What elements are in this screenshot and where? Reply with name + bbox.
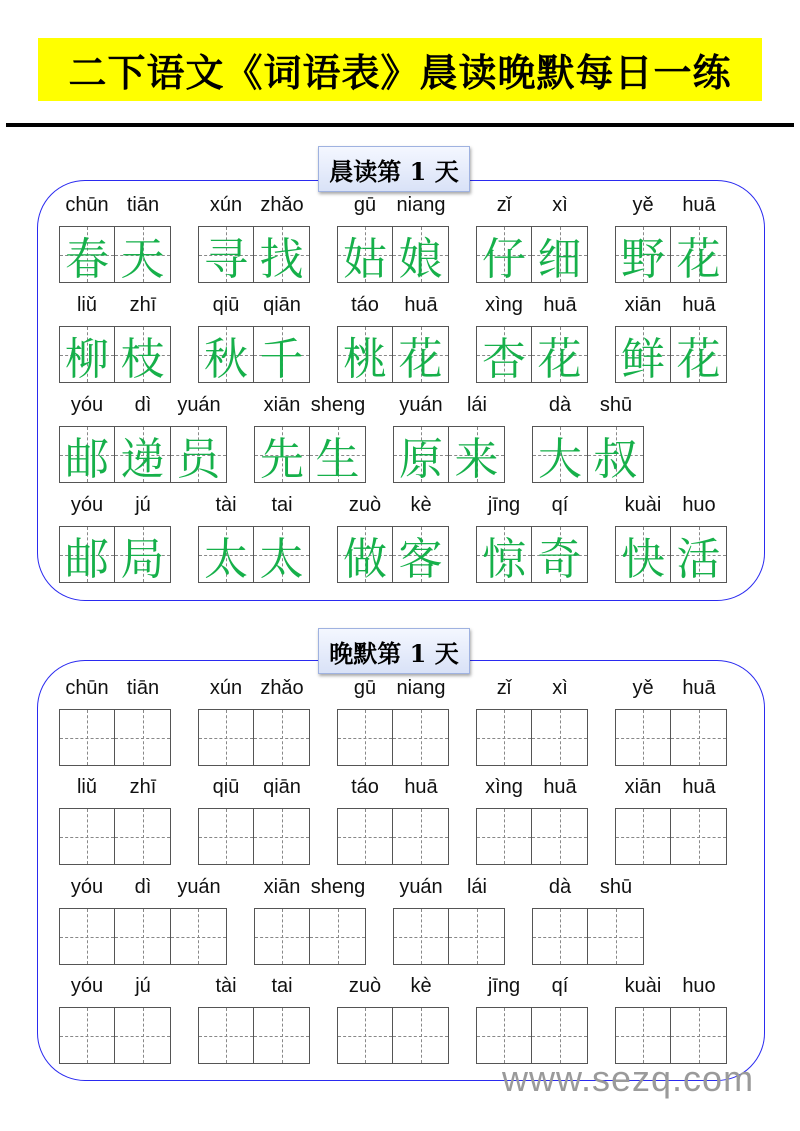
tianzige-cell: [533, 427, 588, 485]
title-divider: [6, 123, 794, 127]
tianzige-cell: [671, 527, 726, 585]
writing-cell[interactable]: [616, 710, 671, 765]
hanzi-character: 活: [676, 533, 721, 585]
tianzige-cell: [393, 527, 448, 585]
writing-cell[interactable]: [533, 909, 588, 964]
evening-pinyin: xiān: [624, 776, 662, 798]
morning-pinyin: gū: [353, 194, 377, 216]
morning-pinyin: xìng: [485, 294, 523, 316]
evening-pinyin: tai: [271, 975, 293, 997]
evening-pinyin: zhǎo: [260, 677, 304, 699]
tianzige-cell: [254, 527, 309, 585]
morning-pinyin: zhǎo: [260, 194, 304, 216]
morning-pinyin: huā: [682, 294, 716, 316]
tianzige-cell: [254, 327, 309, 385]
morning-pinyin: zuò: [348, 494, 382, 516]
morning-pinyin: tài: [215, 494, 237, 516]
tianzige-cell: [310, 427, 365, 485]
hanzi-character: 太: [204, 533, 248, 585]
morning-pinyin: yóu: [70, 494, 104, 516]
writing-cell[interactable]: [115, 710, 170, 765]
hanzi-character: 生: [315, 433, 360, 485]
character-grid: [337, 526, 449, 583]
evening-pinyin: huā: [682, 776, 716, 798]
morning-pinyin: niang: [396, 194, 446, 216]
hanzi-character: 花: [398, 333, 443, 385]
morning-pinyin: huo: [682, 494, 716, 516]
hanzi-character: 花: [537, 333, 582, 385]
hanzi-character: 枝: [120, 333, 165, 385]
character-grid: [476, 526, 588, 583]
evening-pinyin: qiū: [212, 776, 240, 798]
writing-cell[interactable]: [115, 909, 170, 964]
tianzige-cell: [60, 527, 115, 585]
morning-pinyin: yuán: [177, 394, 221, 416]
tianzige-cell: [588, 427, 643, 485]
writing-cell[interactable]: [671, 809, 726, 864]
evening-pinyin: dà: [548, 876, 572, 898]
morning-pinyin: chūn: [65, 194, 109, 216]
tianzige-cell: [338, 527, 393, 585]
tianzige-cell: [477, 527, 532, 585]
evening-pinyin: kè: [410, 975, 432, 997]
writing-cell[interactable]: [394, 909, 449, 964]
writing-cell[interactable]: [310, 909, 365, 964]
writing-cell[interactable]: [115, 809, 170, 864]
evening-pinyin: huā: [404, 776, 438, 798]
writing-cell[interactable]: [532, 1008, 587, 1063]
character-grid: [198, 526, 310, 583]
morning-pinyin: xiān: [263, 394, 301, 416]
hanzi-character: 找: [259, 233, 304, 285]
tianzige-cell: [532, 327, 587, 385]
writing-grid[interactable]: [337, 709, 449, 766]
writing-grid[interactable]: [615, 1007, 727, 1064]
writing-grid[interactable]: [337, 1007, 449, 1064]
hanzi-character: 先: [260, 433, 304, 485]
tianzige-cell: [616, 327, 671, 385]
evening-pinyin: xún: [209, 677, 243, 699]
hanzi-character: 娘: [398, 233, 443, 285]
evening-pinyin: kuài: [624, 975, 662, 997]
hanzi-character: 员: [176, 433, 221, 485]
tianzige-cell: [671, 227, 726, 285]
character-grid: [532, 426, 644, 483]
page-title: 二下语文《词语表》晨读晚默每日一练: [38, 38, 762, 101]
tianzige-cell: [477, 227, 532, 285]
hanzi-character: 花: [676, 233, 721, 285]
morning-pinyin: qiū: [212, 294, 240, 316]
tianzige-cell: [338, 227, 393, 285]
writing-cell[interactable]: [254, 1008, 309, 1063]
tianzige-cell: [171, 427, 226, 485]
morning-pinyin: xì: [552, 194, 568, 216]
hanzi-character: 客: [398, 533, 443, 585]
writing-cell[interactable]: [115, 1008, 170, 1063]
writing-cell[interactable]: [171, 909, 226, 964]
evening-pinyin: huo: [682, 975, 716, 997]
hanzi-character: 细: [537, 233, 582, 285]
character-grid: [337, 226, 449, 283]
writing-cell[interactable]: [60, 1008, 115, 1063]
writing-grid[interactable]: [337, 808, 449, 865]
writing-grid[interactable]: [59, 709, 171, 766]
morning-pinyin: qí: [551, 494, 569, 516]
morning-pinyin: zhī: [129, 294, 157, 316]
writing-cell[interactable]: [449, 909, 504, 964]
tianzige-cell: [199, 527, 254, 585]
hanzi-character: 太: [259, 533, 304, 585]
morning-pinyin: qiān: [263, 294, 301, 316]
morning-pinyin: yóu: [70, 394, 104, 416]
writing-cell[interactable]: [616, 1008, 671, 1063]
evening-pinyin: huā: [543, 776, 577, 798]
hanzi-character: 邮: [65, 533, 109, 585]
morning-pinyin: kè: [410, 494, 432, 516]
evening-pinyin: qí: [551, 975, 569, 997]
character-grid: [254, 426, 366, 483]
morning-pinyin: táo: [351, 294, 379, 316]
evening-pinyin: huā: [682, 677, 716, 699]
watermark: www.sezq.com: [502, 1058, 755, 1099]
evening-pinyin: shū: [599, 876, 633, 898]
writing-grid[interactable]: [615, 808, 727, 865]
tianzige-cell: [616, 227, 671, 285]
morning-pinyin: jú: [135, 494, 151, 516]
writing-cell[interactable]: [532, 809, 587, 864]
tianzige-cell: [115, 427, 170, 485]
character-grid: [615, 326, 727, 383]
evening-pinyin: sheng: [310, 876, 366, 898]
evening-dictation-label: 晚默第 1 天: [318, 628, 470, 674]
hanzi-character: 春: [65, 233, 109, 285]
writing-cell[interactable]: [393, 710, 448, 765]
hanzi-character: 秋: [204, 333, 248, 385]
writing-grid[interactable]: [198, 709, 310, 766]
evening-pinyin: liǔ: [76, 776, 97, 798]
tianzige-cell: [115, 527, 170, 585]
writing-cell[interactable]: [671, 1008, 726, 1063]
writing-grid[interactable]: [59, 808, 171, 865]
writing-grid[interactable]: [59, 1007, 171, 1064]
character-grid: [615, 226, 727, 283]
hanzi-character: 寻: [204, 233, 248, 285]
hanzi-character: 局: [120, 533, 165, 585]
morning-pinyin: xún: [209, 194, 243, 216]
evening-pinyin: tài: [215, 975, 237, 997]
tianzige-cell: [393, 327, 448, 385]
evening-pinyin: zhī: [129, 776, 157, 798]
hanzi-character: 惊: [482, 533, 526, 585]
evening-pinyin: tiān: [126, 677, 160, 699]
tianzige-cell: [60, 327, 115, 385]
writing-grid[interactable]: [476, 709, 588, 766]
evening-pinyin: yóu: [70, 876, 104, 898]
hanzi-character: 快: [621, 533, 665, 585]
character-grid: [198, 326, 310, 383]
morning-pinyin: huā: [404, 294, 438, 316]
character-grid: [59, 326, 171, 383]
evening-pinyin: zuò: [348, 975, 382, 997]
evening-pinyin: yě: [632, 677, 654, 699]
morning-pinyin: tai: [271, 494, 293, 516]
morning-pinyin: huā: [682, 194, 716, 216]
writing-cell[interactable]: [60, 809, 115, 864]
morning-pinyin: tiān: [126, 194, 160, 216]
character-grid: [59, 526, 171, 583]
hanzi-character: 花: [676, 333, 721, 385]
writing-grid[interactable]: [254, 908, 366, 965]
evening-pinyin: yuán: [399, 876, 443, 898]
tianzige-cell: [477, 327, 532, 385]
evening-pinyin: gū: [353, 677, 377, 699]
hanzi-character: 递: [120, 433, 165, 485]
morning-pinyin: yuán: [399, 394, 443, 416]
character-grid: [59, 226, 171, 283]
hanzi-character: 邮: [65, 433, 110, 485]
writing-cell[interactable]: [338, 1008, 393, 1063]
evening-pinyin: táo: [351, 776, 379, 798]
writing-grid[interactable]: [615, 709, 727, 766]
evening-pinyin: lái: [466, 876, 487, 898]
hanzi-character: 叔: [593, 433, 638, 485]
morning-pinyin: lái: [466, 394, 487, 416]
hanzi-character: 原: [399, 433, 443, 485]
writing-cell[interactable]: [254, 809, 309, 864]
hanzi-character: 野: [621, 233, 665, 285]
morning-pinyin: huā: [543, 294, 577, 316]
writing-grid[interactable]: [476, 808, 588, 865]
character-grid: [476, 326, 588, 383]
morning-pinyin: zǐ: [496, 194, 512, 216]
writing-cell[interactable]: [338, 809, 393, 864]
writing-cell[interactable]: [477, 1008, 532, 1063]
evening-pinyin: chūn: [65, 677, 109, 699]
morning-pinyin: jīng: [487, 494, 521, 516]
evening-pinyin: dì: [134, 876, 152, 898]
hanzi-character: 天: [120, 233, 165, 285]
writing-grid[interactable]: [532, 908, 644, 965]
tianzige-cell: [199, 327, 254, 385]
writing-cell[interactable]: [588, 909, 643, 964]
morning-pinyin: sheng: [310, 394, 366, 416]
morning-pinyin: liǔ: [76, 294, 97, 316]
writing-cell[interactable]: [477, 710, 532, 765]
hanzi-character: 桃: [343, 333, 387, 385]
character-grid: [476, 226, 588, 283]
evening-pinyin: jú: [135, 975, 151, 997]
character-grid: [393, 426, 505, 483]
tianzige-cell: [394, 427, 449, 485]
morning-pinyin: dà: [548, 394, 572, 416]
writing-cell[interactable]: [616, 809, 671, 864]
writing-cell[interactable]: [393, 1008, 448, 1063]
evening-pinyin: zǐ: [496, 677, 512, 699]
morning-pinyin: kuài: [624, 494, 662, 516]
hanzi-character: 奇: [537, 533, 582, 585]
character-grid: [337, 326, 449, 383]
writing-cell[interactable]: [199, 1008, 254, 1063]
writing-cell[interactable]: [199, 710, 254, 765]
character-grid: [615, 526, 727, 583]
tianzige-cell: [254, 227, 309, 285]
evening-pinyin: xiān: [263, 876, 301, 898]
tianzige-cell: [199, 227, 254, 285]
morning-pinyin: shū: [599, 394, 633, 416]
tianzige-cell: [60, 227, 115, 285]
tianzige-cell: [115, 327, 170, 385]
writing-cell[interactable]: [393, 809, 448, 864]
tianzige-cell: [338, 327, 393, 385]
writing-cell[interactable]: [60, 710, 115, 765]
writing-grid[interactable]: [198, 1007, 310, 1064]
evening-pinyin: jīng: [487, 975, 521, 997]
hanzi-character: 千: [259, 333, 304, 385]
writing-cell[interactable]: [254, 710, 309, 765]
hanzi-character: 姑: [343, 233, 387, 285]
writing-cell[interactable]: [60, 909, 115, 964]
evening-pinyin: xìng: [485, 776, 523, 798]
writing-cell[interactable]: [532, 710, 587, 765]
tianzige-cell: [532, 227, 587, 285]
tianzige-cell: [255, 427, 310, 485]
character-grid: [198, 226, 310, 283]
hanzi-character: 鲜: [621, 333, 665, 385]
evening-pinyin: xì: [552, 677, 568, 699]
hanzi-character: 来: [454, 433, 499, 485]
morning-pinyin: yě: [632, 194, 654, 216]
morning-pinyin: xiān: [624, 294, 662, 316]
tianzige-cell: [60, 427, 115, 485]
writing-cell[interactable]: [255, 909, 310, 964]
writing-cell[interactable]: [338, 710, 393, 765]
hanzi-character: 杏: [482, 333, 526, 385]
tianzige-cell: [616, 527, 671, 585]
writing-cell[interactable]: [199, 809, 254, 864]
tianzige-cell: [393, 227, 448, 285]
writing-grid[interactable]: [393, 908, 505, 965]
writing-cell[interactable]: [477, 809, 532, 864]
hanzi-character: 做: [343, 533, 387, 585]
character-grid: [59, 426, 227, 483]
writing-cell[interactable]: [671, 710, 726, 765]
writing-grid[interactable]: [198, 808, 310, 865]
writing-grid[interactable]: [59, 908, 227, 965]
morning-pinyin: dì: [134, 394, 152, 416]
writing-grid[interactable]: [476, 1007, 588, 1064]
hanzi-character: 大: [538, 433, 582, 485]
evening-pinyin: niang: [396, 677, 446, 699]
hanzi-character: 仔: [482, 233, 526, 285]
evening-pinyin: yóu: [70, 975, 104, 997]
hanzi-character: 柳: [65, 333, 109, 385]
tianzige-cell: [532, 527, 587, 585]
tianzige-cell: [671, 327, 726, 385]
morning-reading-label: 晨读第 1 天: [318, 146, 470, 192]
tianzige-cell: [449, 427, 504, 485]
evening-pinyin: yuán: [177, 876, 221, 898]
evening-pinyin: qiān: [263, 776, 301, 798]
tianzige-cell: [115, 227, 170, 285]
